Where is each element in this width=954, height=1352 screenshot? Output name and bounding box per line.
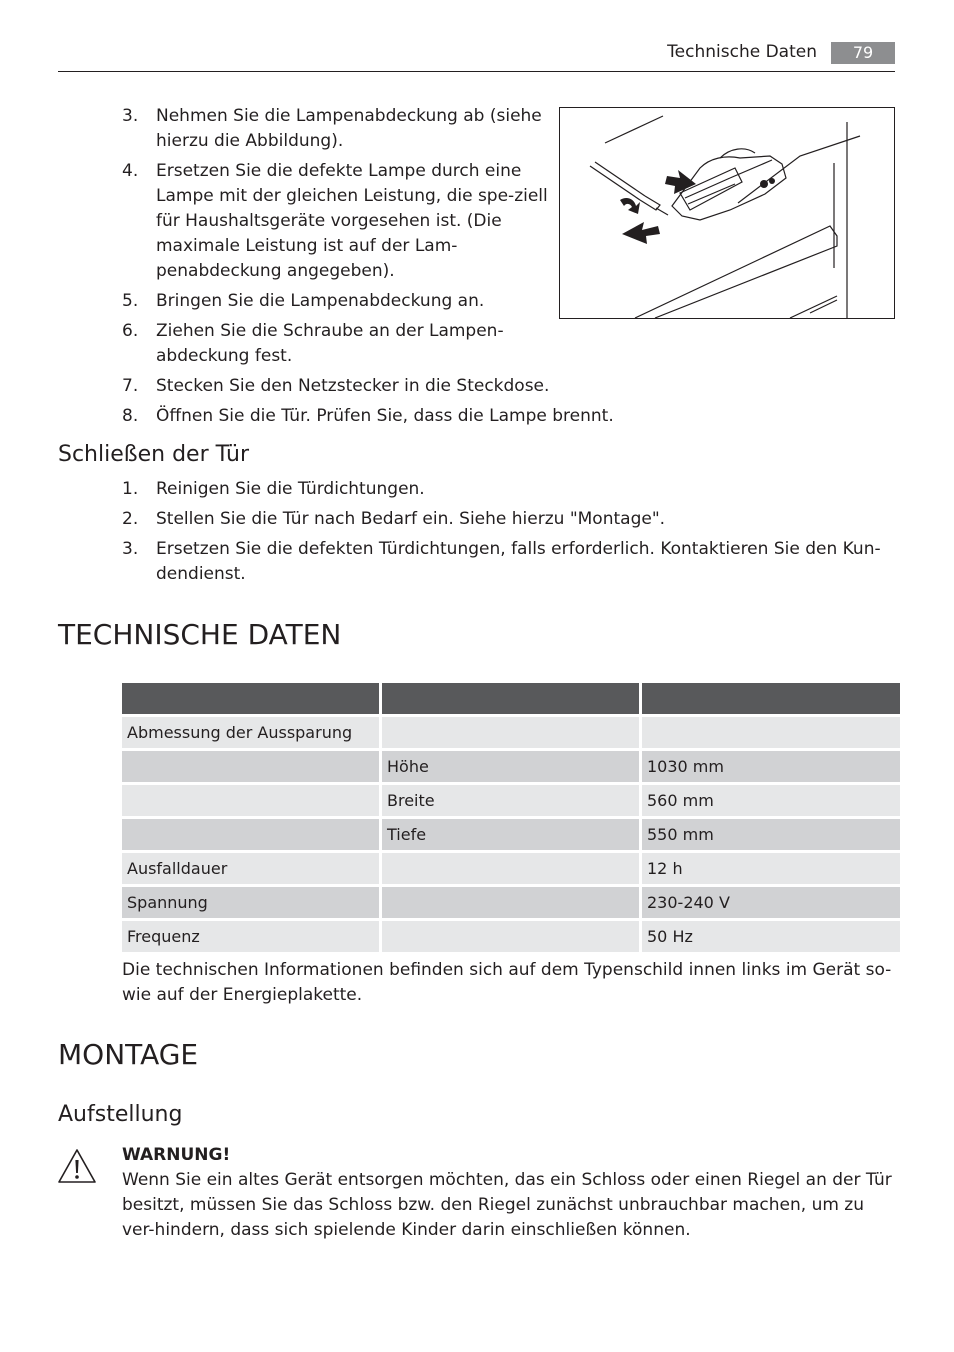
table-row	[122, 819, 900, 850]
step-text: Ersetzen Sie die defekte Lampe durch eine Lampe mit der gleichen Leistung, die spe-ziell für Haushaltsgeräte vorgesehen ist. (Die maximale Leistung ist auf der Lam-penabdeckung angegeben).	[156, 161, 548, 281]
table-cell	[382, 717, 639, 748]
table-cell	[122, 819, 379, 850]
list-item	[122, 477, 894, 502]
aufstellung-heading: Aufstellung	[58, 1102, 183, 1127]
table-cell: 560 mm	[642, 785, 900, 816]
header-section-title: Technische Daten	[667, 42, 817, 62]
page-number: 79	[831, 42, 895, 64]
step-text: Öffnen Sie die Tür. Prüfen Sie, dass die Lampe brennt.	[156, 406, 614, 426]
list-item	[122, 289, 552, 314]
door-steps-list	[122, 477, 894, 592]
table-header-cell	[382, 683, 639, 714]
step-number: 4.	[122, 161, 139, 181]
step-number: 3.	[122, 106, 139, 126]
table-header-cell	[642, 683, 900, 714]
table-cell: 550 mm	[642, 819, 900, 850]
step-number: 1.	[122, 479, 139, 499]
step-number: 6.	[122, 321, 139, 341]
warning-icon	[57, 1148, 97, 1184]
table-cell: 12 h	[642, 853, 900, 884]
step-number: 7.	[122, 376, 139, 396]
table-cell: Frequenz	[122, 921, 379, 952]
table-cell: Höhe	[382, 751, 639, 782]
tech-data-note: Die technischen Informationen befinden sich auf dem Typenschild innen links im Gerät so-wie auf der Energieplakette.	[122, 960, 892, 1005]
step-text: Bringen Sie die Lampenabdeckung an.	[156, 291, 485, 311]
step-text: Stecken Sie den Netzstecker in die Steckdose.	[156, 376, 550, 396]
list-item	[122, 537, 894, 587]
list-item	[122, 404, 622, 429]
table-row	[122, 751, 900, 782]
step-text: Ersetzen Sie die defekten Türdichtungen, falls erforderlich. Kontaktieren Sie den Kun-dendienst.	[156, 539, 881, 584]
montage-heading: MONTAGE	[58, 1038, 199, 1071]
list-item	[122, 159, 552, 284]
table-header-cell	[122, 683, 379, 714]
table-cell: Spannung	[122, 887, 379, 918]
step-text: Reinigen Sie die Türdichtungen.	[156, 479, 425, 499]
table-header-row	[122, 683, 900, 714]
table-cell	[382, 853, 639, 884]
lamp-steps-list	[122, 104, 614, 434]
tech-data-table	[119, 680, 903, 955]
table-cell	[122, 785, 379, 816]
table-cell	[642, 717, 900, 748]
page-header	[58, 40, 895, 72]
step-text: Nehmen Sie die Lampenabdeckung ab (siehe hierzu die Abbildung).	[156, 106, 542, 151]
table-cell: Tiefe	[382, 819, 639, 850]
lamp-cover-illustration	[559, 107, 895, 319]
list-item	[122, 319, 552, 369]
table-cell: Breite	[382, 785, 639, 816]
warning-text: Wenn Sie ein altes Gerät entsorgen möchten, das ein Schloss oder einen Riegel an der Tür besitzt, müssen Sie das Schloss bzw. den Riegel zunächst unbrauchbar machen, um zu ver-hindern, dass sich spielende Kinder darin einschließen können.	[122, 1170, 892, 1240]
list-item	[122, 104, 552, 154]
step-number: 8.	[122, 406, 139, 426]
step-text: Ziehen Sie die Schraube an der Lampen-abdeckung fest.	[156, 321, 504, 366]
step-number: 3.	[122, 539, 139, 559]
step-number: 5.	[122, 291, 139, 311]
table-cell: Ausfalldauer	[122, 853, 379, 884]
tech-data-heading: TECHNISCHE DATEN	[58, 618, 342, 651]
table-cell: Abmessung der Aussparung	[122, 717, 379, 748]
step-number: 2.	[122, 509, 139, 529]
table-row	[122, 887, 900, 918]
table-cell	[382, 921, 639, 952]
table-cell	[122, 751, 379, 782]
list-item	[122, 374, 622, 399]
table-row	[122, 717, 900, 748]
table-cell: 50 Hz	[642, 921, 900, 952]
table-cell: 1030 mm	[642, 751, 900, 782]
step-text: Stellen Sie die Tür nach Bedarf ein. Siehe hierzu "Montage".	[156, 509, 666, 529]
table-cell	[382, 887, 639, 918]
list-item	[122, 507, 894, 532]
table-row	[122, 785, 900, 816]
table-cell: 230-240 V	[642, 887, 900, 918]
table-row	[122, 921, 900, 952]
table-row	[122, 853, 900, 884]
door-section-heading: Schließen der Tür	[58, 442, 250, 467]
warning-title: WARNUNG!	[122, 1145, 231, 1165]
lamp-cover-drawing	[560, 108, 894, 318]
